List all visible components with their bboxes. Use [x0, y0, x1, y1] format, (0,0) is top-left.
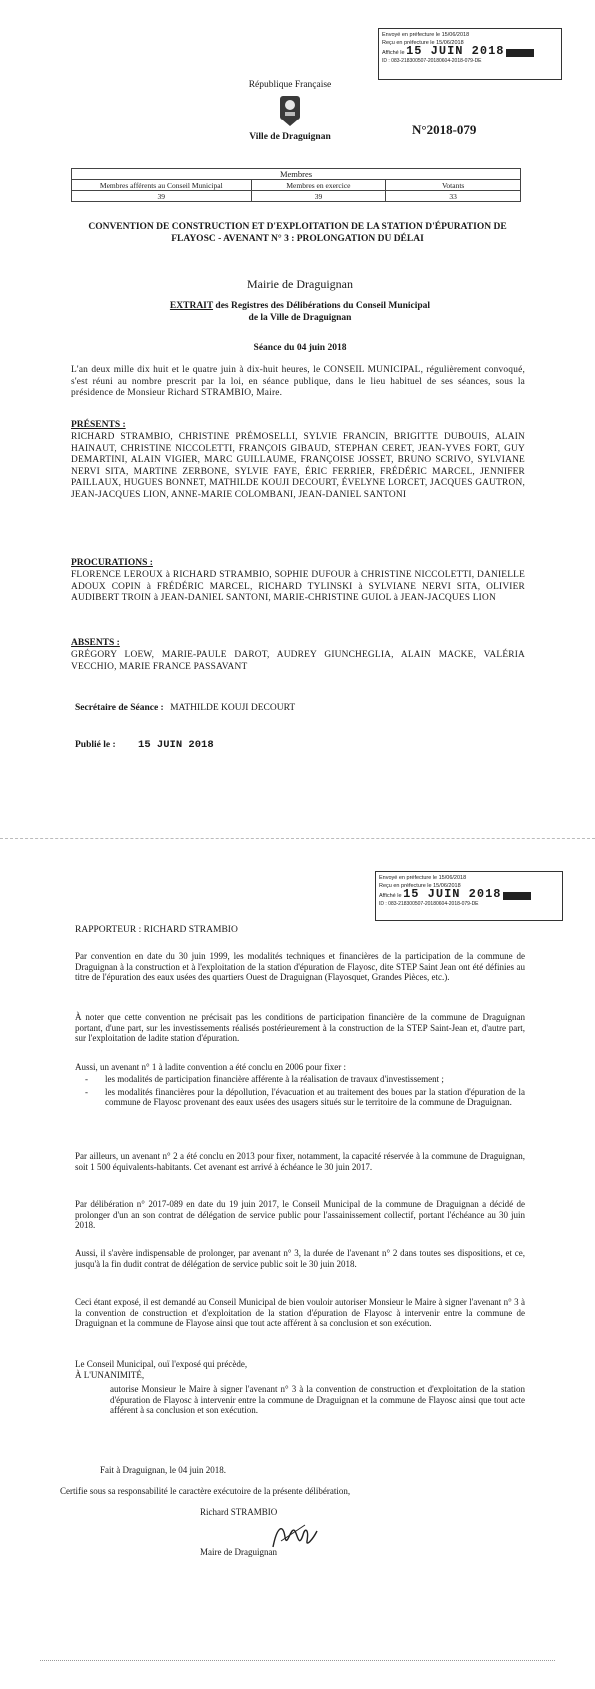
paragraph-5: Par délibération n° 2017-089 en date du 19 juin 2017, le Conseil Municipal de la commune de Draguignan a décidé de prolonger d'un an son contrat de délégation de service public pour l'assainissement collectif, portant l'échéance au 30 juin 2018.	[75, 1199, 525, 1230]
intro-paragraph: L'an deux mille dix huit et le quatre juin à dix-huit heures, le CONSEIL MUNICIPAL, régulièrement convoqué, s'est réuni au nombre prescrit par la loi, en séance publique, dans le lieu habituel de ses séances, sous la présidence de Monsieur Richard STRAMBIO, Maire.	[71, 365, 525, 398]
paragraph-4: Par ailleurs, un avenant n° 2 a été conclu en 2013 pour fixer, notamment, la capacité réservée à la commune de Draguignan, soit 1 500 équivalents-habitants. Cet avenant est arrivé à échéance le 30 juin 2017.	[75, 1151, 525, 1172]
secretaire-label: Secrétaire de Séance :	[75, 703, 164, 713]
procurations-label: PROCURATIONS :	[71, 558, 153, 568]
absents-label: ABSENTS :	[71, 638, 120, 648]
marianne-emblem	[277, 94, 303, 128]
rapporteur: RAPPORTEUR : RICHARD STRAMBIO	[75, 925, 238, 935]
republique-label: République Française	[248, 80, 332, 90]
extrait-line2: de la Ville de Draguignan	[248, 313, 352, 323]
mairie-title: Mairie de Draguignan	[247, 277, 353, 291]
unanimite-line: À L'UNANIMITÉ,	[75, 1370, 145, 1380]
footer-rule	[40, 1660, 555, 1661]
extrait-rest: des Registres des Délibérations du Conseil Municipal	[213, 301, 431, 311]
paragraph-6: Aussi, il s'avère indispensable de prolonger, par avenant n° 3, la durée de l'avenant n° 2 dans toutes ses dispositions, et ce, jusqu'à la fin dudit contrat de délégation de service public soit le 30 juin 2018.	[75, 1248, 525, 1269]
prefecture-stamp-page2	[375, 871, 563, 921]
stamp2-envoye: Envoyé en préfecture le 15/06/2018	[379, 875, 467, 881]
stamp2-id: ID : 083-218300507-20180604-2018-079-DE	[379, 901, 479, 907]
header-block	[220, 80, 360, 142]
stamp-affiche-date: 15 JUIN 2018	[406, 44, 505, 58]
membres-value-votants: 33	[386, 191, 521, 202]
membres-title: Membres	[72, 169, 521, 180]
stamp2-barcode	[503, 892, 531, 900]
stamp-affiche-row	[382, 44, 558, 58]
publie-date: 15 JUIN 2018	[138, 739, 214, 751]
stamp2-affiche-row	[379, 887, 559, 901]
qualite-line: Maire de Draguignan	[200, 1547, 277, 1557]
absents-list: GRÉGORY LOEW, MARIE-PAULE DAROT, AUDREY GIUNCHEGLIA, ALAIN MACKE, VALÉRIA VECCHIO, MARIE FRANCE PASSAVANT	[71, 650, 525, 672]
signataire-name: Richard STRAMBIO	[200, 1507, 278, 1517]
secretaire-row	[75, 703, 295, 713]
membres-value-afferents: 39	[72, 191, 252, 202]
membres-header-votants: Votants	[386, 180, 521, 191]
presents-list: RICHARD STRAMBIO, CHRISTINE PRÉMOSELLI, SYLVIE FRANCIN, BRIGITTE DUBOUIS, ALAIN HAINAUT, CHRISTINE NICCOLETTI, FRANÇOIS GIBAUD, STEPHAN CERET, JEAN-YVES FORT, GUY DEMARTINI, ALAIN VIGIER, MARC GUILLAUME, FRANÇOISE JOSSET, BRUNO SCRIVO, SYLVIANE NERVI SITA, MARTINE ZERBONE, SYLVIE FAYE, ÉRIC FERRIER, FRÉDÉRIC MARCEL, JENNIFER PAILLAUX, HUGUES BONNET, MATHILDE KOUJI DECOURT, ÉVELYNE LORCET, JACQUES GAUTRON, JEAN-JACQUES LION, ANNE-MARIE COLOMBANI, JEAN-DANIEL SANTONI	[71, 432, 525, 500]
stamp-affiche-label: Affiché le	[382, 50, 405, 56]
stamp2-affiche-label: Affiché le	[379, 893, 402, 899]
procurations-list: FLORENCE LEROUX à RICHARD STRAMBIO, SOPHIE DUFOUR à CHRISTINE NICCOLETTI, DANIELLE ADOUX COPIN à FRÉDÉRIC MARCEL, RICHARD TYLINSKI à SYLVIANE NERVI SITA, OLIVIER AUDIBERT TROIN à JEAN-DANIEL SANTONI, MARIE-CHRISTINE GUIOL à JEAN-JACQUES LION	[71, 570, 525, 603]
membres-table	[71, 168, 521, 202]
deliberation-number: N°2018-079	[412, 122, 477, 137]
fait-line: Fait à Draguignan, le 04 juin 2018.	[100, 1465, 226, 1475]
paragraph-2: À noter que cette convention ne précisait pas les conditions de participation financière de la commune de Draguignan portant, d'une part, sur les investissements réalisés postérieurement à la construction de la STEP Saint-Jean et, d'autre part, sur l'exploitation de ladite station d'épuration.	[75, 1012, 525, 1043]
extrait-line1	[100, 300, 500, 312]
membres-value-exercice: 39	[251, 191, 386, 202]
membres-header-afferents: Membres afférents au Conseil Municipal	[72, 180, 252, 191]
conseil-line: Le Conseil Municipal, ouï l'exposé qui précède,	[75, 1359, 248, 1369]
seance-date: Séance du 04 juin 2018	[253, 343, 347, 353]
paragraph-3: Aussi, un avenant n° 1 à ladite convention a été conclu en 2006 pour fixer :	[75, 1062, 347, 1072]
stamp-envoye: Envoyé en préfecture le 15/06/2018	[382, 32, 470, 38]
page-separator	[0, 838, 595, 839]
list-item	[75, 1074, 525, 1085]
convention-title: CONVENTION DE CONSTRUCTION ET D'EXPLOITATION DE LA STATION D'ÉPURATION DE FLAYOSC - AVENANT N° 3 : PROLONGATION DU DÉLAI	[88, 222, 507, 244]
ville-label: Ville de Draguignan	[249, 132, 331, 142]
publie-label: Publié le :	[75, 740, 116, 750]
stamp-barcode	[506, 49, 534, 57]
paragraph-1: Par convention en date du 30 juin 1999, les modalités techniques et financières de la participation de la commune de Draguignan à la construction et à l'exploitation de la station d'épuration de Flayosc, dite STEP Saint Jean ont été définies au titre de l'épuration des eaux usées des quartiers Ouest de Draguignan (Flayosquet, Grandes Pièces, etc.).	[75, 951, 525, 982]
list-item	[75, 1087, 525, 1108]
secretaire-name: MATHILDE KOUJI DECOURT	[170, 703, 296, 713]
bullet-text-1: les modalités de participation financière afférente à la réalisation de travaux d'investissement ;	[105, 1074, 444, 1084]
extrait-bold: EXTRAIT	[169, 301, 214, 311]
extrait-block	[100, 300, 500, 324]
stamp2-affiche-date: 15 JUIN 2018	[403, 887, 502, 901]
stamp-id: ID : 083-218300507-20180604-2018-079-DE	[382, 58, 482, 64]
bullet-dash-icon: -	[85, 1074, 88, 1084]
bullet-list	[75, 1074, 525, 1108]
prefecture-stamp	[378, 28, 562, 80]
bullet-dash-icon: -	[85, 1086, 88, 1097]
paragraph-7: Ceci étant exposé, il est demandé au Conseil Municipal de bien vouloir autoriser Monsieur le Maire à signer l'avenant n° 3 à la convention de construction et d'exploitation de la station d'épuration de Flayosc à intervenir entre la commune de Draguignan et la commune de Flayose ainsi que tout acte afférent à sa conclusion et son exécution.	[75, 1297, 525, 1328]
decision-paragraph: autorise Monsieur le Maire à signer l'avenant n° 3 à la convention de construction et d'exploitation de la station d'épuration de Flayosc à intervenir entre la commune de Draguignan et la commune de Flayosc ainsi que tout acte afférent à sa conclusion et son exécution.	[110, 1384, 525, 1415]
stamp2-recu: Reçu en préfecture le 15/06/2018	[379, 883, 461, 889]
membres-header-exercice: Membres en exercice	[251, 180, 386, 191]
presents-label: PRÉSENTS :	[71, 420, 126, 430]
stamp-recu: Reçu en préfecture le 15/06/2018	[382, 40, 464, 46]
certifie-line: Certifie sous sa responsabilité le caractère exécutoire de la présente délibération,	[60, 1486, 351, 1496]
publie-row	[75, 739, 214, 751]
bullet-text-2: les modalités financières pour la dépollution, l'évacuation et au traitement des boues par la station d'épuration de la commune de Flayosc provenant des eaux usées des usagers situés sur le territoire de la commune de Draguignan.	[105, 1086, 525, 1107]
